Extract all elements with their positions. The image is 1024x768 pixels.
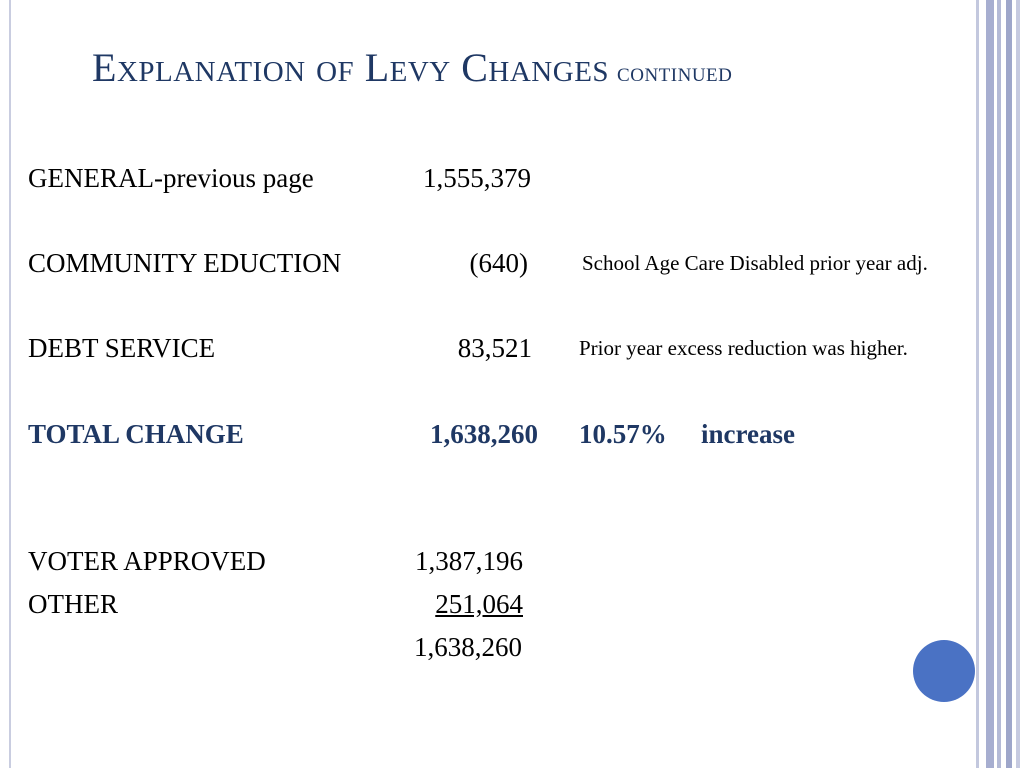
row-label: DEBT SERVICE: [28, 333, 216, 363]
total-direction: increase: [701, 419, 795, 449]
row-value: 1,555,379: [423, 163, 531, 193]
right-stripe: [976, 0, 979, 768]
total-label: TOTAL CHANGE: [28, 419, 244, 449]
right-stripe: [1006, 0, 1012, 768]
breakdown-label: OTHER: [28, 589, 118, 619]
right-stripe: [997, 0, 1001, 768]
breakdown-sum-value: 1,638,260: [414, 632, 522, 662]
right-stripe: [986, 0, 994, 768]
row-note: School Age Care Disabled prior year adj.: [582, 251, 928, 275]
row-label: COMMUNITY EDUCTION: [28, 248, 342, 278]
breakdown-label: VOTER APPROVED: [28, 546, 266, 576]
decorative-circle: [913, 640, 975, 702]
total-percent: 10.57%: [579, 419, 667, 449]
breakdown-value: 1,387,196: [415, 546, 523, 576]
row-note: Prior year excess reduction was higher.: [579, 336, 908, 360]
row-value: 83,521: [457, 333, 532, 363]
row-label: GENERAL-previous page: [28, 163, 314, 193]
total-value: 1,638,260: [430, 419, 538, 449]
title-continued: CONTINUED: [617, 65, 733, 86]
breakdown-value: 251,064: [435, 589, 523, 619]
row-value: (640): [469, 248, 528, 278]
slide-title: EXPLANATION OF LEVY CHANGES CONTINUED: [92, 45, 733, 90]
right-stripe: [1016, 0, 1020, 768]
left-border: [9, 0, 11, 768]
